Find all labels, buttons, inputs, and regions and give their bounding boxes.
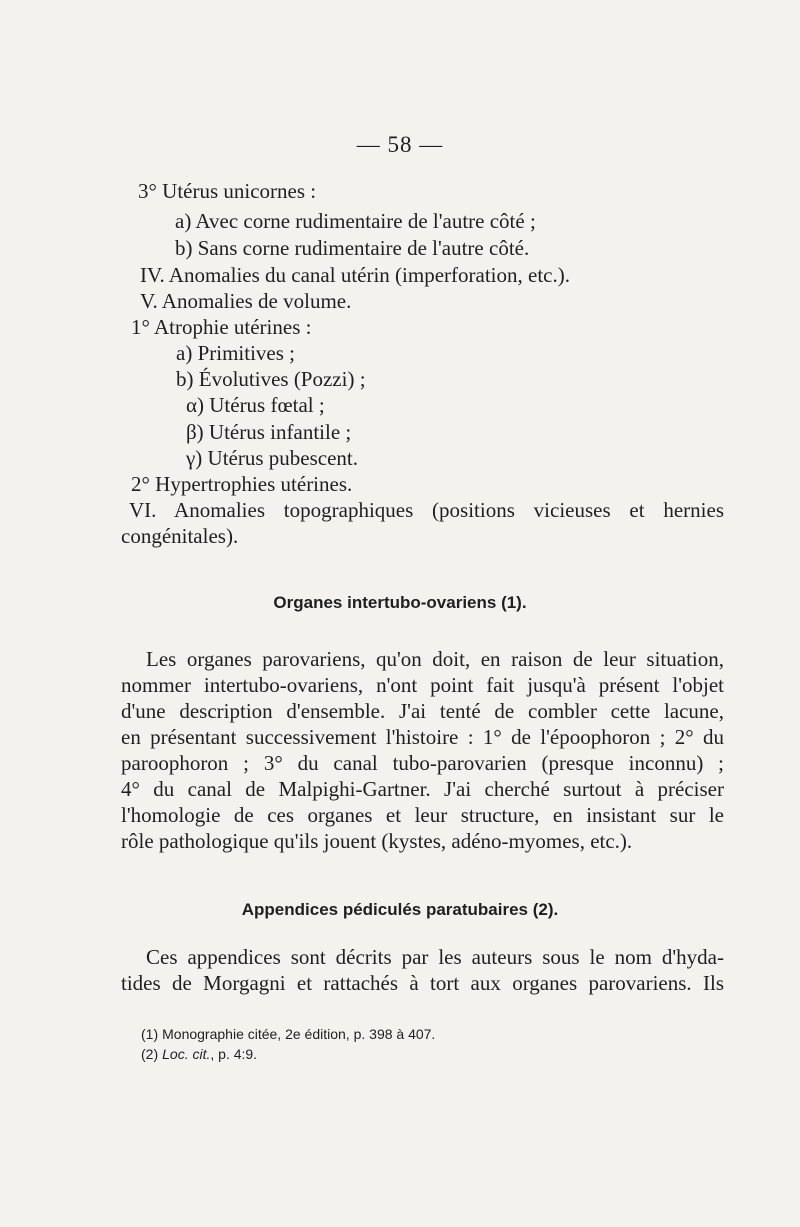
footnote-2-text: , p. 4:9.	[210, 1046, 258, 1062]
outline-item-v1b: b) Évolutives (Pozzi) ;	[176, 367, 366, 391]
outline-item-vi-line1: VI. Anomalies topographiques (positions vicieuses et hernies	[129, 498, 724, 522]
footnote-2-ref: Loc. cit.	[162, 1046, 211, 1062]
outline-item-3a: a) Avec corne rudimentaire de l'autre côté ;	[175, 209, 536, 233]
footnote-2-label: (2)	[141, 1046, 159, 1062]
outline-item-3b: b) Sans corne rudimentaire de l'autre côté.	[175, 236, 530, 260]
paragraph-line: paroophoron ; 3° du canal tubo-parovarien (presque inconnu) ;	[121, 751, 724, 775]
page-number: — 58 —	[356, 132, 444, 157]
paragraph-line: Ces appendices sont décrits par les auteurs sous le nom d'hyda-	[146, 945, 724, 969]
outline-item-v: V. Anomalies de volume.	[140, 289, 352, 313]
section-heading-intertubo-ovariens: Organes intertubo-ovariens (1).	[273, 593, 527, 612]
paragraph-line: tides de Morgagni et rattachés à tort aux organes parovariens. Ils	[121, 971, 724, 995]
section-heading-appendices: Appendices pédiculés paratubaires (2).	[241, 900, 559, 919]
outline-item-vi-line2: congénitales).	[121, 524, 239, 548]
footnote-2	[141, 1046, 257, 1062]
paragraph-line: rôle pathologique qu'ils jouent (kystes, adéno-myomes, etc.).	[121, 829, 633, 853]
paragraph-line: Les organes parovariens, qu'on doit, en raison de leur situation,	[146, 647, 724, 671]
footnote-1	[141, 1026, 435, 1042]
outline-item-v1a: a) Primitives ;	[176, 341, 295, 365]
paragraph-line: nommer intertubo-ovariens, n'ont point fait jusqu'à présent l'objet	[121, 673, 724, 697]
paragraph-line: 4° du canal de Malpighi-Gartner. J'ai cherché surtout à préciser	[121, 777, 724, 801]
outline-item-3: 3° Utérus unicornes :	[138, 179, 317, 203]
outline-item-gamma: γ) Utérus pubescent.	[186, 446, 358, 470]
footnote-1-text: Monographie citée, 2e édition, p. 398 à 407.	[162, 1026, 436, 1042]
paragraph-line: l'homologie de ces organes et leur structure, en insistant sur le	[121, 803, 724, 827]
outline-item-v2: 2° Hypertrophies utérines.	[131, 472, 353, 496]
paragraph-line: en présentant successivement l'histoire : 1° de l'époophoron ; 2° du	[121, 725, 724, 749]
paragraph-line: d'une description d'ensemble. J'ai tenté de combler cette lacune,	[121, 699, 724, 723]
outline-item-iv: IV. Anomalies du canal utérin (imperforation, etc.).	[140, 263, 570, 287]
outline-item-v1: 1° Atrophie utérines :	[131, 315, 312, 339]
footnote-1-label: (1)	[141, 1026, 159, 1042]
outline-item-beta: β) Utérus infantile ;	[186, 420, 352, 444]
outline-item-alpha: α) Utérus fœtal ;	[186, 393, 325, 417]
